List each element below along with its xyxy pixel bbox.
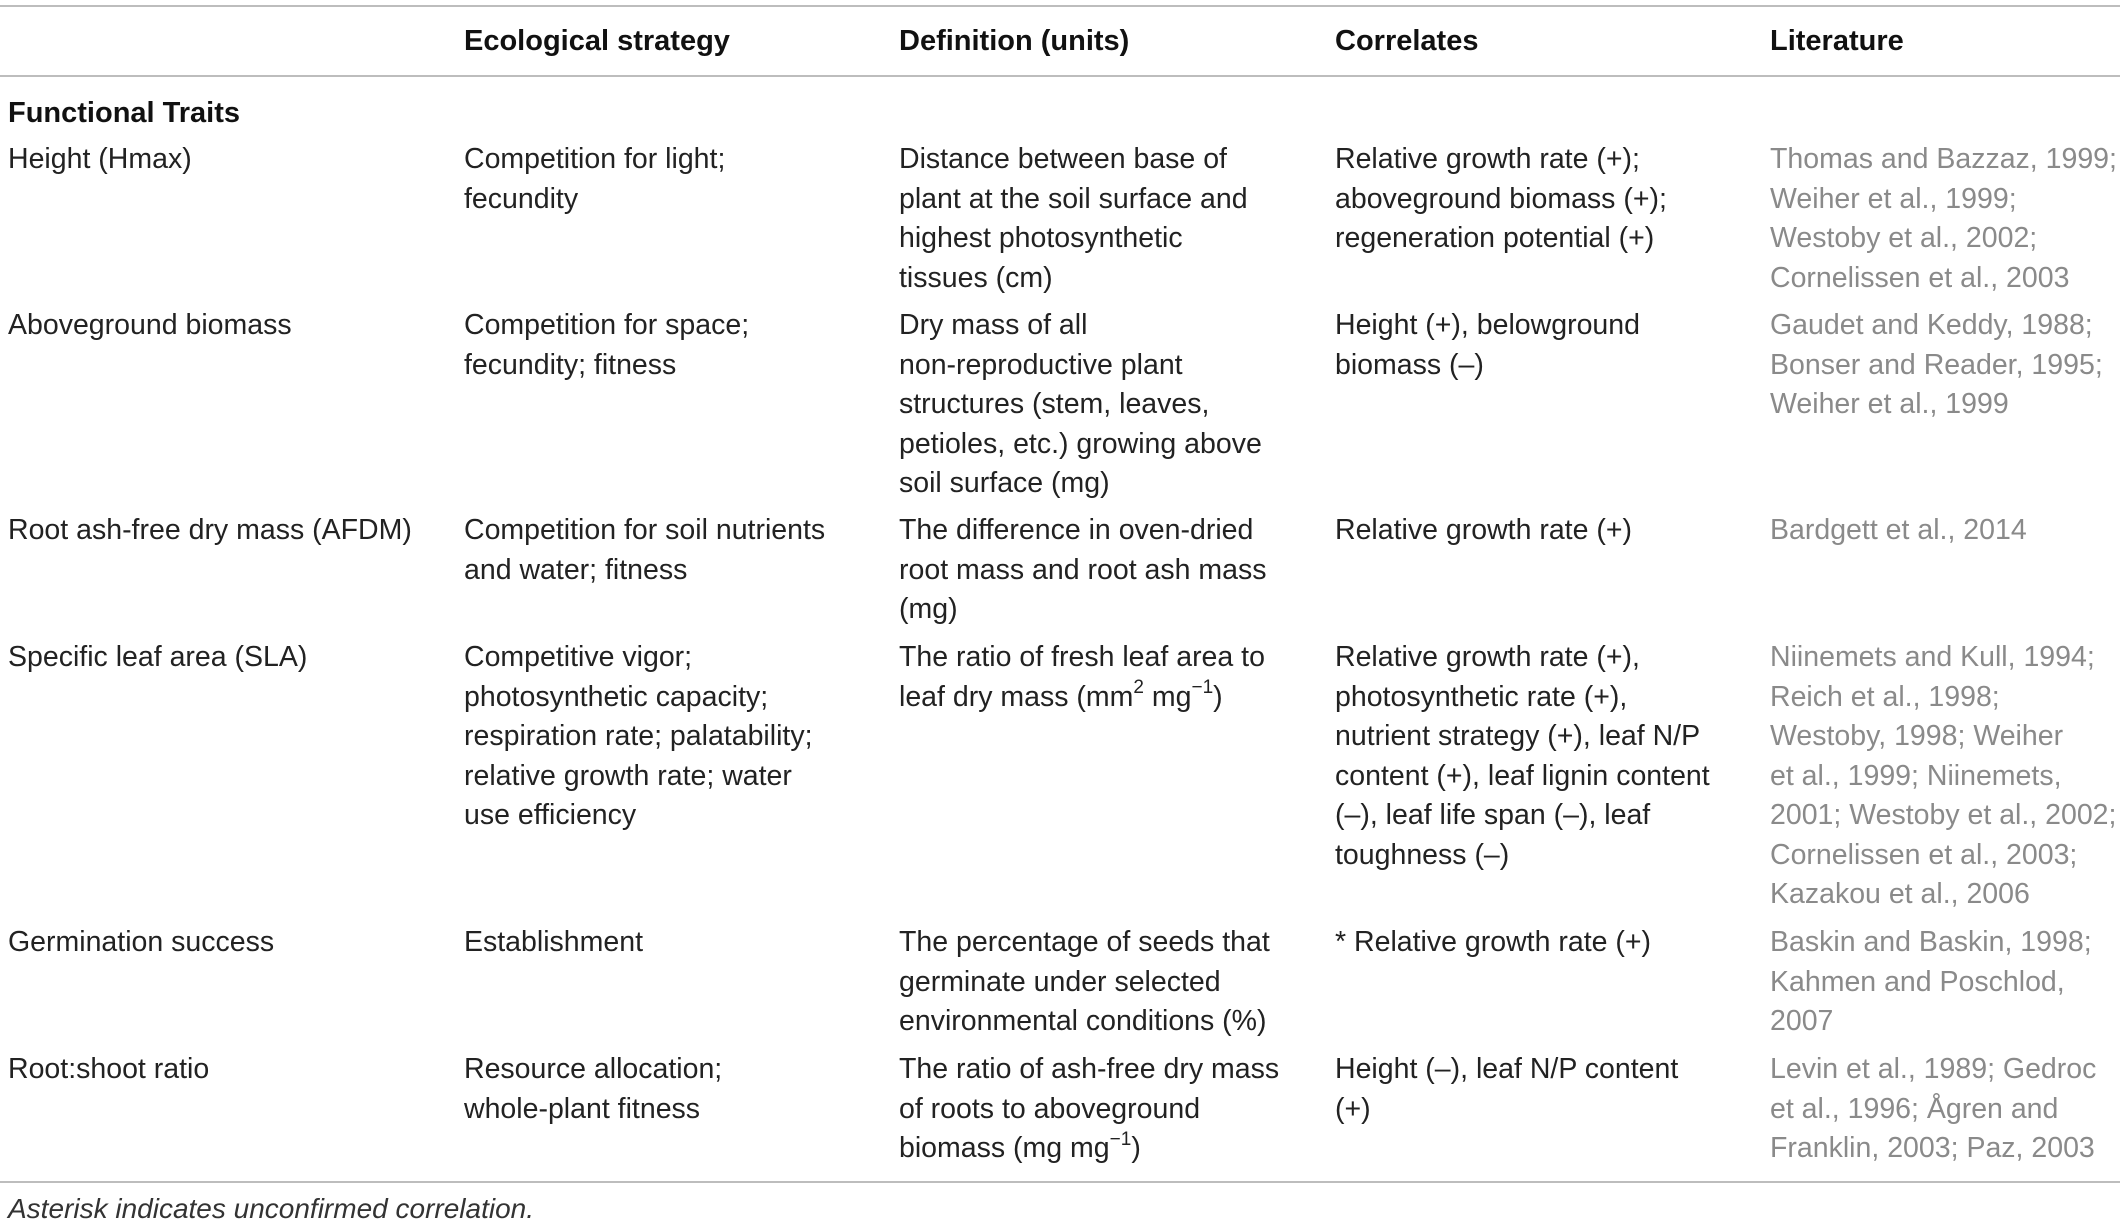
literature-line: Kahmen and Poschlod, — [1770, 965, 2065, 998]
trait-cell — [8, 638, 307, 678]
literature-line: Thomas and Bazzaz, 1999; — [1770, 143, 2117, 175]
header-ecological-strategy: Ecological strategy — [464, 25, 730, 57]
correlates-line: Relative growth rate (+) — [1335, 514, 1632, 546]
definition-line: highest photosynthetic — [899, 222, 1183, 254]
definition-line: structures (stem, leaves, — [899, 388, 1210, 420]
definition-line: plant at the soil surface and — [899, 182, 1248, 215]
correlates-line: Height (–), leaf N/P content — [1335, 1053, 1679, 1085]
literature-line: et al., 1996; Ågren and — [1770, 1092, 2059, 1125]
unit-superscript: −1 — [1109, 1128, 1132, 1150]
correlates-line: aboveground biomass (+); — [1335, 182, 1667, 215]
header-correlates: Correlates — [1335, 25, 1479, 57]
definition-cell — [899, 511, 1267, 630]
strategy-cell — [464, 511, 825, 590]
correlates-line: Relative growth rate (+); — [1335, 143, 1640, 175]
definition-unit-line — [899, 678, 1265, 718]
strategy-cell — [464, 923, 643, 963]
strategy-line: respiration rate; palatability; — [464, 720, 813, 752]
unit-superscript: 2 — [1133, 677, 1144, 698]
literature-line: Weiher et al., 1999 — [1770, 388, 2009, 420]
strategy-line: Resource allocation; — [464, 1053, 723, 1085]
definition-line: environmental conditions (%) — [899, 1005, 1267, 1037]
correlates-cell — [1335, 638, 1710, 875]
definition-cell — [899, 140, 1248, 298]
literature-line: Weiher et al., 1999; — [1770, 182, 2017, 215]
definition-line: non-reproductive plant — [899, 348, 1183, 381]
definition-line: The ratio of fresh leaf area to — [899, 641, 1265, 673]
correlates-cell — [1335, 923, 1651, 963]
definition-line: The ratio of ash-free dry mass — [899, 1053, 1280, 1085]
trait-line: Root ash-free dry mass (AFDM) — [8, 514, 412, 546]
literature-line: et al., 1999; Niinemets, — [1770, 759, 2062, 792]
correlates-line: toughness (–) — [1335, 838, 1510, 871]
literature-line: Bonser and Reader, 1995; — [1770, 348, 2103, 381]
definition-line: germinate under selected — [899, 965, 1221, 998]
literature-line: Niinemets and Kull, 1994; — [1770, 641, 2095, 673]
header-definition: Definition (units) — [899, 25, 1130, 57]
strategy-line: whole-plant fitness — [464, 1092, 701, 1125]
trait-line: Height (Hmax) — [8, 143, 192, 175]
trait-cell — [8, 1050, 209, 1090]
trait-cell — [8, 923, 274, 963]
table-bottom-rule — [0, 1181, 2120, 1183]
literature-cell — [1770, 306, 2103, 425]
unit-prefix: leaf dry mass (mm — [899, 680, 1134, 713]
definition-line: of roots to aboveground — [899, 1092, 1201, 1125]
literature-line: Gaudet and Keddy, 1988; — [1770, 309, 2093, 341]
strategy-line: fecundity; fitness — [464, 348, 677, 381]
strategy-line: Establishment — [464, 926, 644, 958]
literature-cell — [1770, 1050, 2096, 1169]
correlates-cell — [1335, 306, 1640, 385]
literature-line: Franklin, 2003; Paz, 2003 — [1770, 1132, 2095, 1164]
definition-cell — [899, 923, 1270, 1042]
literature-cell — [1770, 511, 2027, 551]
unit-suffix: ) — [1131, 1132, 1141, 1164]
table-top-rule — [0, 5, 2120, 7]
definition-line: root mass and root ash mass — [899, 553, 1267, 586]
correlates-cell — [1335, 511, 1632, 551]
definition-line: (mg) — [899, 593, 958, 625]
definition-cell — [899, 306, 1262, 504]
correlates-line: biomass (–) — [1335, 348, 1484, 381]
section-label: Functional Traits — [8, 97, 241, 129]
strategy-line: relative growth rate; water — [464, 759, 792, 792]
strategy-cell — [464, 306, 749, 385]
correlates-line: nutrient strategy (+), leaf N/P — [1335, 720, 1701, 752]
strategy-cell — [464, 638, 813, 836]
trait-cell — [8, 306, 292, 346]
trait-line: Root:shoot ratio — [8, 1053, 210, 1085]
correlates-line: (+) — [1335, 1092, 1371, 1125]
trait-line: Specific leaf area (SLA) — [8, 641, 308, 673]
literature-line: Cornelissen et al., 2003; — [1770, 838, 2078, 871]
literature-cell — [1770, 638, 2116, 915]
definition-line: Distance between base of — [899, 143, 1227, 175]
strategy-line: Competitive vigor; — [464, 641, 693, 673]
strategy-cell — [464, 140, 725, 219]
literature-line: Baskin and Baskin, 1998; — [1770, 926, 2092, 958]
table-header-rule — [0, 75, 2120, 77]
literature-line: Westoby et al., 2002; — [1770, 222, 2038, 254]
trait-cell — [8, 140, 192, 180]
literature-cell — [1770, 140, 2117, 298]
unit-suffix: ) — [1213, 680, 1223, 713]
strategy-line: Competition for light; — [464, 143, 726, 175]
literature-line: Kazakou et al., 2006 — [1770, 878, 2030, 910]
correlates-line: photosynthetic rate (+), — [1335, 680, 1628, 713]
strategy-line: use efficiency — [464, 799, 637, 831]
definition-unit-line — [899, 1129, 1279, 1169]
table-footnote: Asterisk indicates unconfirmed correlation. — [8, 1193, 535, 1224]
trait-line: Germination success — [8, 926, 275, 958]
strategy-line: and water; fitness — [464, 553, 688, 586]
literature-line: Westoby, 1998; Weiher — [1770, 720, 2064, 752]
literature-line: Reich et al., 1998; — [1770, 680, 2000, 713]
literature-line: 2001; Westoby et al., 2002; — [1770, 799, 2117, 831]
definition-line: tissues (cm) — [899, 261, 1053, 294]
literature-line: Bardgett et al., 2014 — [1770, 514, 2027, 546]
literature-line: Cornelissen et al., 2003 — [1770, 261, 2070, 294]
strategy-line: Competition for soil nutrients — [464, 514, 826, 546]
correlates-line: Relative growth rate (+), — [1335, 641, 1640, 673]
definition-line: petioles, etc.) growing above — [899, 427, 1262, 460]
definition-cell — [899, 1050, 1279, 1169]
correlates-line: Height (+), belowground — [1335, 309, 1640, 341]
unit-prefix: biomass (mg mg — [899, 1132, 1110, 1164]
definition-line: Dry mass of all — [899, 309, 1088, 341]
strategy-line: photosynthetic capacity; — [464, 680, 769, 713]
definition-line: soil surface (mg) — [899, 467, 1110, 499]
trait-cell — [8, 511, 412, 551]
correlates-line: regeneration potential (+) — [1335, 222, 1655, 254]
definition-line: The percentage of seeds that — [899, 926, 1270, 958]
literature-line: Levin et al., 1989; Gedroc — [1770, 1053, 2097, 1085]
unit-mid: mg — [1143, 680, 1192, 713]
correlates-cell — [1335, 140, 1667, 259]
unit-superscript: −1 — [1191, 677, 1214, 698]
strategy-cell — [464, 1050, 722, 1129]
trait-line: Aboveground biomass — [8, 309, 292, 341]
definition-line: The difference in oven-dried — [899, 514, 1254, 546]
correlates-line: content (+), leaf lignin content — [1335, 759, 1710, 792]
definition-cell — [899, 638, 1265, 717]
correlates-cell — [1335, 1050, 1678, 1129]
strategy-line: Competition for space; — [464, 309, 750, 341]
correlates-line: (–), leaf life span (–), leaf — [1335, 799, 1651, 831]
header-literature: Literature — [1770, 25, 1904, 57]
literature-cell — [1770, 923, 2092, 1042]
correlates-line: * Relative growth rate (+) — [1335, 926, 1652, 958]
literature-line: 2007 — [1770, 1005, 1834, 1037]
strategy-line: fecundity — [464, 182, 579, 215]
